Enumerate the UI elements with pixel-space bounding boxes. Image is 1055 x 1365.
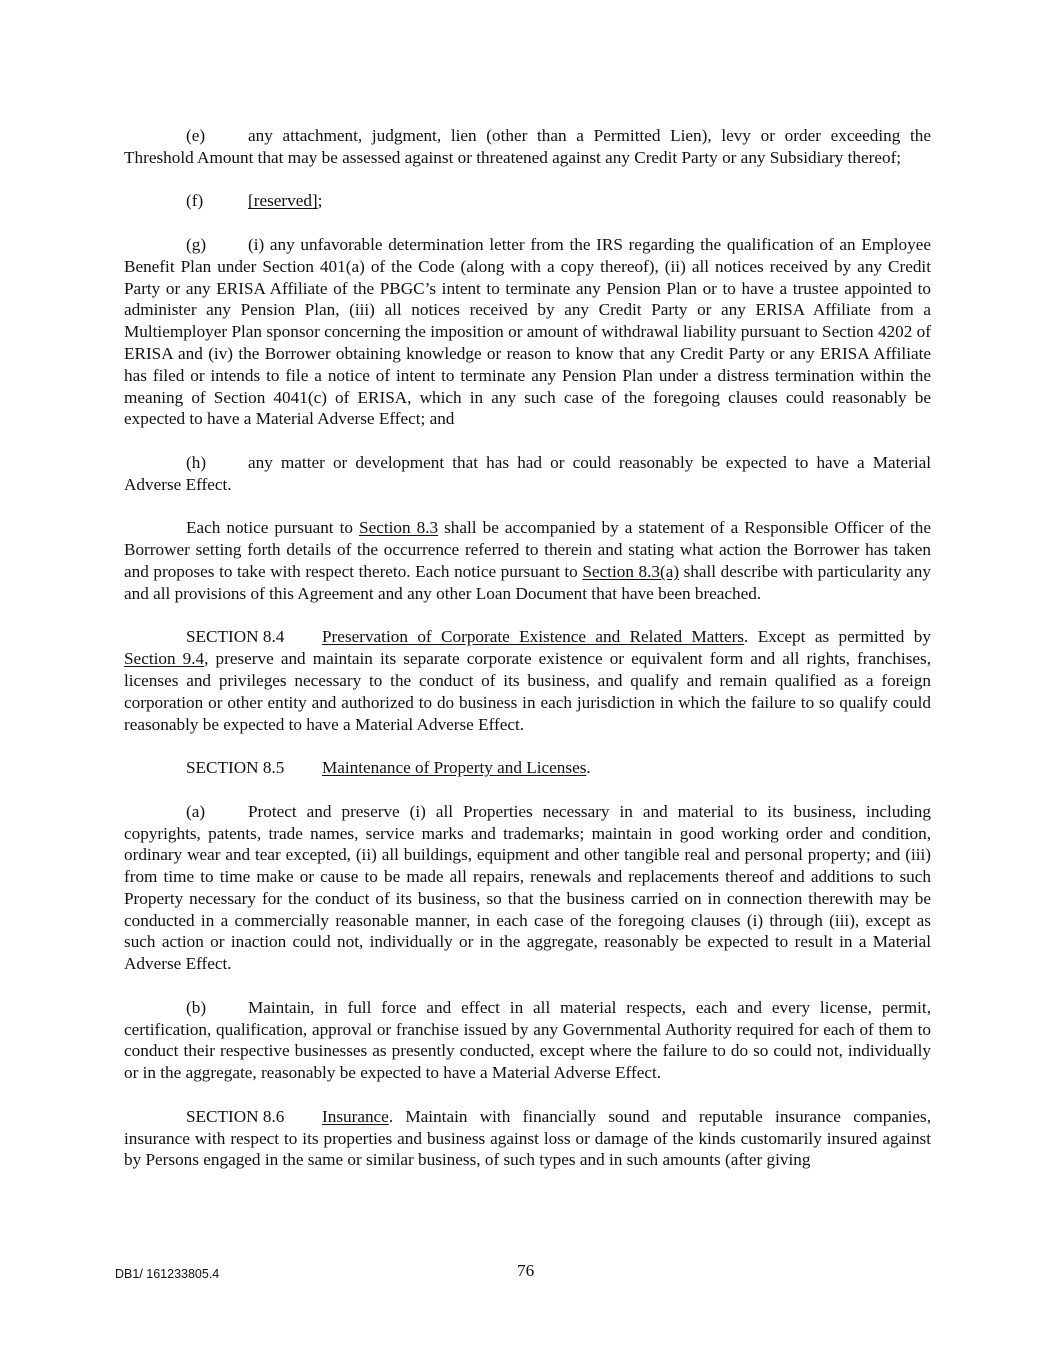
section-trail: . [586,758,591,778]
notice-text: shall describe with particularity any and all provisions of this Agreement and any other Loan Document that have been breached. [124,561,931,603]
section-number: SECTION 8.4 [186,627,285,647]
section-number: SECTION 8.5 [186,758,285,778]
section-heading: Preservation of Corporate Existence and Related Matters [322,627,744,647]
clause-text: any attachment, judgment, lien (other than a Permitted Lien), levy or order exceeding the Threshold Amount that may be assessed against or threatened against any Credit Party or any Subsidiary thereof; [124,126,931,167]
section-8-5-a [124,801,931,975]
clause-label: (f) [186,191,204,211]
section-8-4 [124,626,931,735]
section-number: SECTION 8.6 [186,1106,285,1126]
section-text: , preserve and maintain its separate corporate existence or equivalent form and all rights, franchises, licenses and privileges necessary to the conduct of its business, and qualify and remain qualified as a foreign corporation or other entity and authorized to do business in each jurisdiction in which the failure to so qualify could reasonably be expected to have a Material Adverse Effect. [124,649,931,734]
document-id: DB1/ 161233805.4 [115,1267,220,1281]
section-text: . Maintain with financially sound and reputable insurance companies, insurance with respect to its properties and business against loss or damage of the kinds customarily insured against by Persons engaged in the same or similar business, of such types and in such amounts (after giving [124,1106,931,1170]
paragraph-e [124,125,931,169]
paragraph-h [124,452,931,496]
clause-label: (e) [186,126,206,145]
section-8-5 [124,757,931,779]
section-8-3a-link[interactable]: Section 8.3(a) [582,561,680,581]
document-page [124,125,931,1193]
section-8-5-b [124,997,931,1084]
notice-paragraph [124,517,931,604]
section-heading: Insurance [322,1106,389,1126]
notice-text: shall be accompanied by a statement of a Responsible Officer of the Borrower setting forth details of the occurrence referred to therein and stating what action the Borrower has taken and proposes to take with respect thereto. Each notice pursuant to [124,518,932,581]
section-9-4-link[interactable]: Section 9.4 [124,649,205,669]
paragraph-g [124,234,931,430]
clause-text: any matter or development that has had or could reasonably be expected to have a Material Adverse Effect. [124,452,931,494]
reserved-text: [reserved] [248,191,318,211]
clause-label: (a) [186,801,206,821]
clause-label: (b) [186,997,207,1017]
section-8-3-link[interactable]: Section 8.3 [359,518,439,538]
clause-label: (h) [186,452,207,472]
section-heading: Maintenance of Property and Licenses [322,758,587,778]
clause-trail: ; [317,191,323,211]
clause-label: (g) [186,234,207,254]
section-8-6 [124,1106,931,1171]
section-text: . Except as permitted by [744,627,931,647]
clause-text: (i) any unfavorable determination letter from the IRS regarding the qualification of an Employee Benefit Plan under Section 401(a) of the Code (along with a copy thereof), (ii) all notices received by any Credit Party or any ERISA Affiliate of the PBGC’s intent to terminate any Pension Plan or to have a trustee appointed to administer any Pension Plan, (iii) all notices received by any Credit Party or any ERISA Affiliate from a Multiemployer Plan sponsor concerning the imposition or amount of withdrawal liability pursuant to Section 4202 of ERISA and (iv) the Borrower obtaining knowledge or reason to know that any Credit Party or any ERISA Affiliate has filed or intends to file a notice of intent to terminate any Pension Plan under a distress termination within the meaning of Section 4041(c) of ERISA, which in any such case of the foregoing clauses could reasonably be expected to have a Material Adverse Effect; and [124,234,931,429]
page-number: 76 [517,1261,535,1280]
clause-text: Protect and preserve (i) all Properties necessary in and material to its business, including copyrights, patents, trade names, service marks and trademarks; maintain in good working order and condition, ordinary wear and tear excepted, (ii) all buildings, equipment and other tangible real and personal property; and (iii) from time to time make or cause to be made all repairs, renewals and replacements thereof and additions to such Property necessary for the conduct of its business, so that the business carried on in connection therewith may be conducted in a commercially reasonable manner, in each case of the foregoing clauses (i) through (iii), except as such action or inaction could not, individually or in the aggregate, reasonably be expected to result in a Material Adverse Effect. [124,801,931,974]
notice-text: Each notice pursuant to [186,518,360,538]
clause-text: Maintain, in full force and effect in all material respects, each and every license, permit, certification, qualification, approval or franchise issued by any Governmental Authority required for each of them to conduct their respective businesses as presently conducted, except where the failure to do so could not, individually or in the aggregate, reasonably be expected to have a Material Adverse Effect. [124,997,931,1083]
paragraph-f [124,190,931,212]
